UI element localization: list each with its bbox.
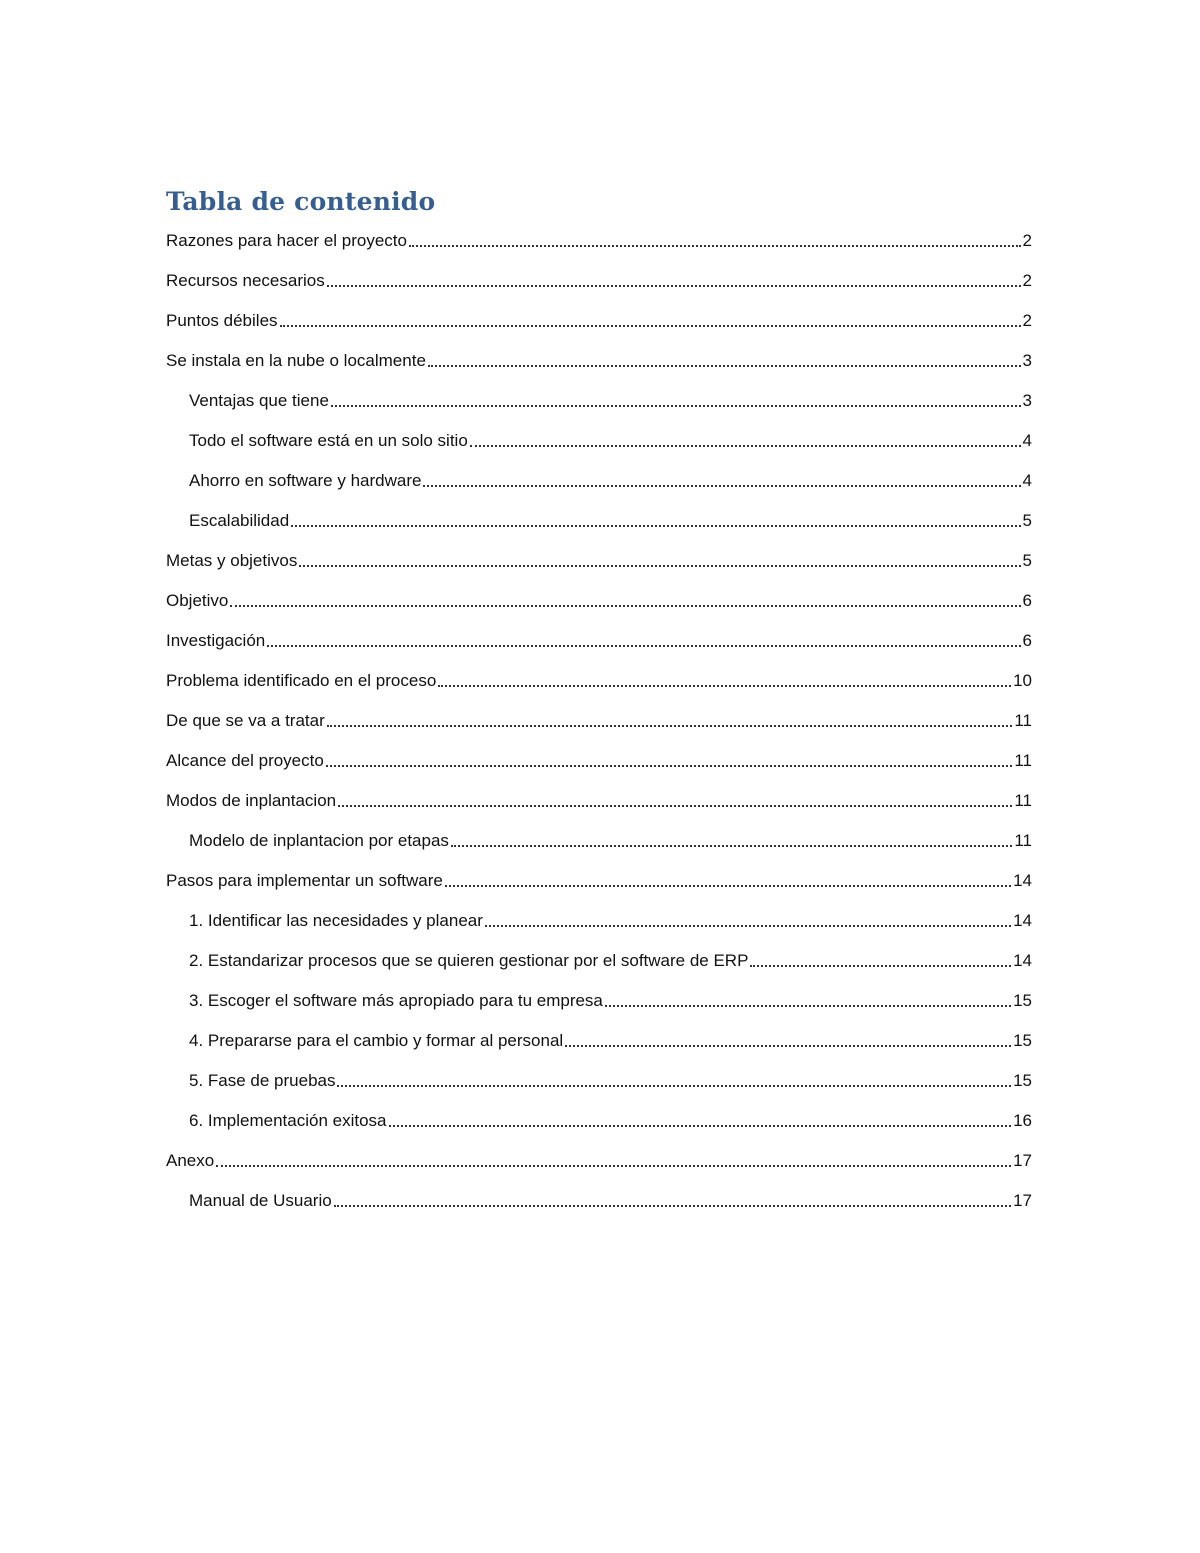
toc-leader-dots (470, 445, 1021, 447)
toc-leader-dots (438, 685, 1011, 687)
toc-entry[interactable] (189, 986, 1032, 1012)
toc-entry-page[interactable]: 3 (1022, 391, 1032, 410)
toc-entry[interactable] (166, 1146, 1032, 1172)
toc-leader-dots (423, 485, 1020, 487)
toc-leader-dots (409, 245, 1021, 247)
toc-leader-dots (451, 845, 1012, 847)
toc-entry-text[interactable]: Objetivo (166, 591, 229, 610)
toc-entry-text[interactable]: Problema identificado en el proceso (166, 671, 437, 690)
toc-entry-text[interactable]: Modos de inplantacion (166, 791, 337, 810)
toc-leader-dots (331, 405, 1021, 407)
toc-title: Tabla de contenido (166, 187, 436, 216)
toc-entry-text[interactable]: Se instala en la nube o localmente (166, 351, 426, 370)
toc-leader-dots (445, 885, 1011, 887)
toc-entry[interactable] (189, 506, 1032, 532)
toc-leader-dots (280, 325, 1021, 327)
toc-entry-text[interactable]: 2. Estandarizar procesos que se quieren gestionar por el software de ERP (189, 951, 749, 970)
toc-leader-dots (485, 925, 1011, 927)
toc-entry-page[interactable]: 14 (1013, 871, 1032, 890)
toc-entry[interactable] (166, 706, 1032, 732)
toc-entry[interactable] (166, 586, 1032, 612)
toc-entry-page[interactable]: 6 (1022, 631, 1032, 650)
toc-entry[interactable] (189, 826, 1032, 852)
toc-entry-page[interactable]: 14 (1013, 911, 1032, 930)
toc-entry-text[interactable]: Investigación (166, 631, 266, 650)
toc-leader-dots (326, 765, 1013, 767)
toc-entry[interactable] (166, 666, 1032, 692)
toc-leader-dots (565, 1045, 1011, 1047)
toc-entry-text[interactable]: Ventajas que tiene (189, 391, 329, 410)
toc-entry-page[interactable]: 15 (1013, 1071, 1032, 1090)
toc-entry-page[interactable]: 2 (1022, 231, 1032, 250)
toc-entry-page[interactable]: 10 (1013, 671, 1032, 690)
toc-entry-page[interactable]: 2 (1022, 271, 1032, 290)
toc-leader-dots (750, 965, 1011, 967)
toc-entry[interactable] (166, 746, 1032, 772)
toc-entry-text[interactable]: Anexo (166, 1151, 215, 1170)
toc-entry[interactable] (166, 626, 1032, 652)
toc-leader-dots (299, 565, 1020, 567)
toc-entry-text[interactable]: 5. Fase de pruebas (189, 1071, 336, 1090)
toc-entry-text[interactable]: Razones para hacer el proyecto (166, 231, 407, 250)
toc-entry[interactable] (166, 786, 1032, 812)
toc-entry[interactable] (166, 266, 1032, 292)
toc-leader-dots (216, 1165, 1011, 1167)
toc-entry[interactable] (166, 306, 1032, 332)
toc-entry-text[interactable]: Modelo de inplantacion por etapas (189, 831, 449, 850)
toc-entry-text[interactable]: 1. Identificar las necesidades y planear (189, 911, 483, 930)
toc-leader-dots (267, 645, 1020, 647)
toc-entry[interactable] (189, 466, 1032, 492)
toc-entry-text[interactable]: Manual de Usuario (189, 1191, 332, 1210)
toc-entry-text[interactable]: 6. Implementación exitosa (189, 1111, 387, 1130)
toc-entry-text[interactable]: De que se va a tratar (166, 711, 325, 730)
toc-entry-page[interactable]: 6 (1022, 591, 1032, 610)
toc-leader-dots (334, 1205, 1011, 1207)
toc-entry-page[interactable]: 5 (1022, 511, 1032, 530)
toc-entry[interactable] (189, 426, 1032, 452)
toc-entry-page[interactable]: 14 (1013, 951, 1032, 970)
toc-entry-text[interactable]: Recursos necesarios (166, 271, 325, 290)
toc-entry-text[interactable]: 4. Prepararse para el cambio y formar al personal (189, 1031, 564, 1050)
toc-entry-text[interactable]: Escalabilidad (189, 511, 290, 530)
toc-entry-text[interactable]: Pasos para implementar un software (166, 871, 443, 890)
toc-leader-dots (291, 525, 1020, 527)
toc-entry[interactable] (166, 346, 1032, 372)
toc-entry[interactable] (166, 866, 1032, 892)
toc-leader-dots (389, 1125, 1012, 1127)
toc-entry-page[interactable]: 4 (1022, 471, 1032, 490)
toc-entry-page[interactable]: 2 (1022, 311, 1032, 330)
toc-entry[interactable] (166, 226, 1032, 252)
toc-leader-dots (327, 285, 1021, 287)
toc-entry-page[interactable]: 11 (1014, 831, 1032, 850)
toc-entry-text[interactable]: Todo el software está en un solo sitio (189, 431, 468, 450)
toc-entry[interactable] (189, 1106, 1032, 1132)
toc-leader-dots (338, 805, 1012, 807)
toc-entry-text[interactable]: Alcance del proyecto (166, 751, 324, 770)
toc-entry-page[interactable]: 17 (1013, 1191, 1032, 1210)
toc-entry-page[interactable]: 11 (1014, 751, 1032, 770)
toc-entry[interactable] (189, 906, 1032, 932)
toc-entry-page[interactable]: 11 (1014, 791, 1032, 810)
toc-entry[interactable] (166, 546, 1032, 572)
toc-entry-page[interactable]: 16 (1013, 1111, 1032, 1130)
toc-entry-page[interactable]: 17 (1013, 1151, 1032, 1170)
toc-leader-dots (327, 725, 1013, 727)
toc-entry-page[interactable]: 15 (1013, 1031, 1032, 1050)
toc-entry[interactable] (189, 1026, 1032, 1052)
toc-entry-text[interactable]: Ahorro en software y hardware (189, 471, 422, 490)
toc-entry-page[interactable]: 4 (1022, 431, 1032, 450)
toc-leader-dots (337, 1085, 1011, 1087)
toc-entry[interactable] (189, 386, 1032, 412)
toc-entry-text[interactable]: Puntos débiles (166, 311, 278, 330)
toc-entry[interactable] (189, 946, 1032, 972)
toc-leader-dots (605, 1005, 1011, 1007)
toc-entry-page[interactable]: 11 (1014, 711, 1032, 730)
toc-entry[interactable] (189, 1186, 1032, 1212)
toc-entry-text[interactable]: 3. Escoger el software más apropiado para tu empresa (189, 991, 603, 1010)
toc-entry[interactable] (189, 1066, 1032, 1092)
toc-leader-dots (230, 605, 1020, 607)
toc-leader-dots (428, 365, 1021, 367)
toc-entry-text[interactable]: Metas y objetivos (166, 551, 298, 570)
toc-entry-page[interactable]: 3 (1022, 351, 1032, 370)
toc-entry-page[interactable]: 15 (1013, 991, 1032, 1010)
toc-entry-page[interactable]: 5 (1022, 551, 1032, 570)
